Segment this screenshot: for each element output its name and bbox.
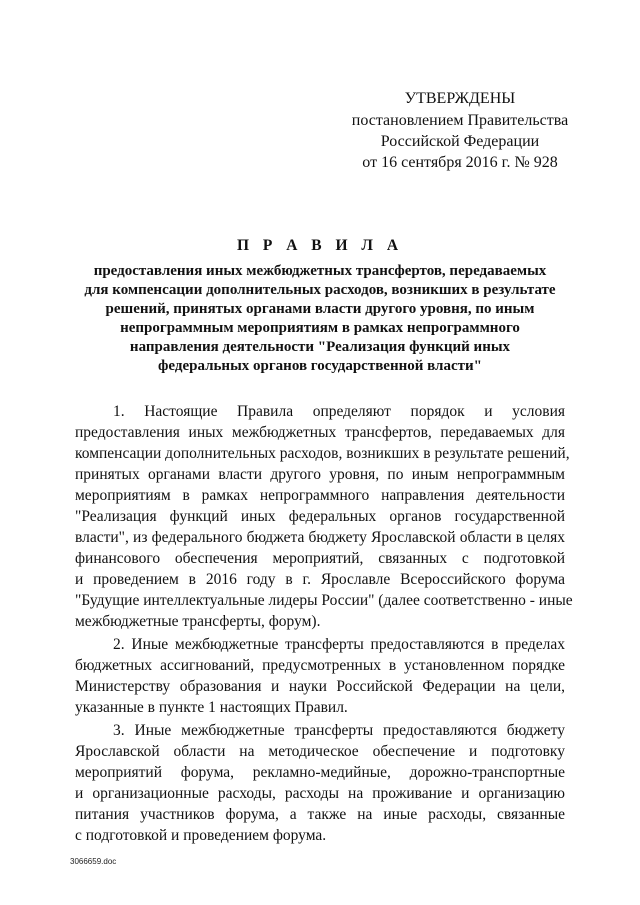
- paragraph-2-line: указанные в пункте 1 настоящих Правил.: [75, 699, 348, 716]
- paragraph-2-line: бюджетных ассигнований, предусмотренных в установленном порядке: [75, 657, 565, 674]
- subtitle-line: для компенсации дополнительных расходов, возникших в результате: [84, 282, 556, 298]
- approval-line-3: от 16 сентября 2016 г. № 928: [362, 154, 558, 171]
- paragraph-2-line: 2. Иные межбюджетные трансферты предоставляются в пределах: [113, 636, 565, 653]
- paragraph-3-line: питания участников форума, а также на иные расходы, связанные: [75, 806, 565, 823]
- subtitle-line: непрограммным мероприятиям в рамках непрограммного: [120, 320, 520, 336]
- paragraph-1-line: и проведением в 2016 году в г. Ярославле Всероссийского форума: [75, 571, 565, 588]
- paragraph-2-line: Министерству образования и науки Российской Федерации на цели,: [75, 678, 565, 695]
- approval-heading: УТВЕРЖДЕНЫ: [404, 90, 516, 107]
- document-title: П Р А В И Л А: [236, 237, 404, 254]
- paragraph-1-line: принятых органами власти другого уровня, по иным непрограммным: [75, 466, 565, 483]
- paragraph-1-line: власти", из федерального бюджета бюджету Ярославской области в целях: [75, 529, 565, 546]
- approval-line-2: Российской Федерации: [380, 133, 540, 150]
- subtitle-line: решений, принятых органами власти другого уровня, по иным: [105, 301, 535, 317]
- paragraph-3-line: 3. Иные межбюджетные трансферты предоставляются бюджету: [113, 722, 565, 739]
- approval-line-1: постановлением Правительства: [351, 112, 569, 129]
- paragraph-1-line: мероприятиям в рамках непрограммного направления деятельности: [75, 487, 565, 504]
- paragraph-3-line: Ярославской области на методическое обеспечение и подготовку: [75, 743, 565, 760]
- paragraph-3-line: и организационные расходы, расходы на проживание и организацию: [75, 785, 565, 802]
- document-filename: 3066659.doc: [70, 857, 117, 866]
- paragraph-3-line: с подготовкой и проведением форума.: [75, 827, 327, 844]
- paragraph-1-line: 1. Настоящие Правила определяют порядок и условия: [113, 403, 565, 420]
- paragraph-3-line: мероприятий форума, рекламно-медийные, дорожно-транспортные: [75, 764, 565, 781]
- paragraph-1-line: компенсации дополнительных расходов, возникших в результате решений,: [75, 445, 570, 462]
- paragraph-1-line: "Реализация функций иных федеральных органов государственной: [75, 508, 565, 525]
- paragraph-1-line: финансового обеспечения мероприятий, связанных с подготовкой: [75, 550, 565, 567]
- subtitle-line: направления деятельности "Реализация функций иных: [129, 339, 511, 355]
- subtitle-line: предоставления иных межбюджетных трансфертов, передаваемых: [93, 263, 547, 279]
- paragraph-1-line: межбюджетные трансферты, форум).: [75, 613, 321, 630]
- subtitle-line: федеральных органов государственной власти": [158, 358, 482, 374]
- paragraph-1-line: предоставления иных межбюджетных трансфертов, передаваемых для: [75, 424, 565, 441]
- paragraph-1-line: "Будущие интеллектуальные лидеры России" (далее соответственно - иные: [75, 592, 573, 609]
